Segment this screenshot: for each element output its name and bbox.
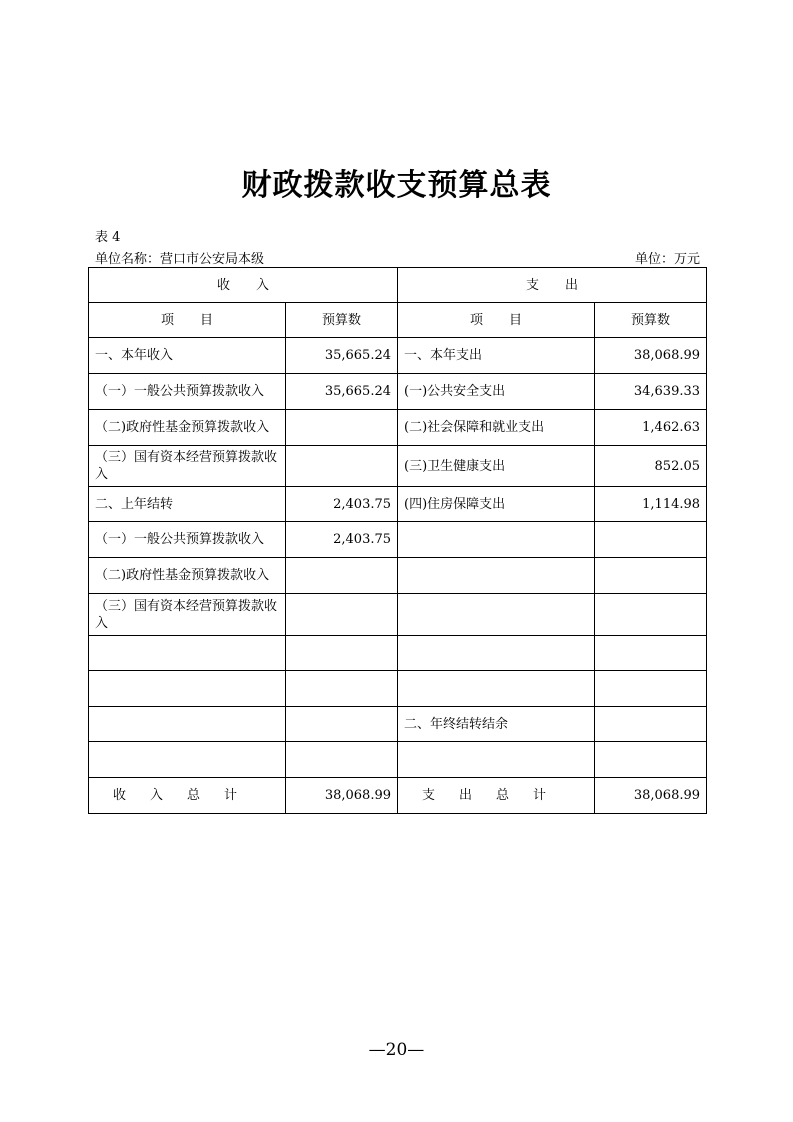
expense-value: 38,068.99: [595, 338, 707, 374]
income-value: [286, 410, 398, 446]
income-value: 2,403.75: [286, 487, 398, 522]
expense-header: 支 出: [398, 268, 707, 303]
unit-label: 单位：万元: [634, 252, 700, 267]
expense-value: 1,462.63: [595, 410, 707, 446]
expense-total-value: 38,068.99: [595, 778, 707, 814]
page-number: —20—: [368, 1040, 425, 1060]
table-row: [89, 636, 707, 671]
page-title: 财政拨款收支预算总表: [241, 168, 552, 203]
table-row: [89, 487, 707, 522]
table-row: [89, 558, 707, 594]
expense-item: (四)住房保障支出: [398, 487, 595, 522]
expense-value: [595, 594, 707, 636]
table-row: [89, 707, 707, 742]
expense-item-header: 项 目: [398, 303, 595, 338]
expense-item: [398, 742, 595, 778]
expense-value: [595, 671, 707, 707]
income-budget-header: 预算数: [286, 303, 398, 338]
table-row: [89, 338, 707, 374]
income-value: 35,665.24: [286, 374, 398, 410]
expense-item: 二、年终结转结余: [398, 707, 595, 742]
income-item: 一、本年收入: [89, 338, 286, 374]
income-total-label: 收入总计: [89, 778, 286, 814]
expense-value: [595, 636, 707, 671]
income-value: 2,403.75: [286, 522, 398, 558]
table-row: [89, 594, 707, 636]
income-value: 35,665.24: [286, 338, 398, 374]
expense-value: [595, 522, 707, 558]
income-value: [286, 707, 398, 742]
expense-item: 一、本年支出: [398, 338, 595, 374]
income-item: （三）国有资本经营预算拨款收入: [89, 446, 286, 487]
income-item-header: 项 目: [89, 303, 286, 338]
income-item: [89, 707, 286, 742]
expense-value: 1,114.98: [595, 487, 707, 522]
table-number: 表 4: [95, 230, 121, 245]
budget-table: [88, 267, 707, 814]
expense-item: [398, 558, 595, 594]
table-row: [89, 374, 707, 410]
expense-item: [398, 522, 595, 558]
expense-item: (二)社会保障和就业支出: [398, 410, 595, 446]
income-header: 收 入: [89, 268, 398, 303]
expense-value: 34,639.33: [595, 374, 707, 410]
expense-item: [398, 636, 595, 671]
table-row: [89, 446, 707, 487]
income-item: （一）一般公共预算拨款收入: [89, 522, 286, 558]
expense-budget-header: 预算数: [595, 303, 707, 338]
income-value: [286, 742, 398, 778]
income-item: [89, 742, 286, 778]
income-item: [89, 636, 286, 671]
unit-name: 单位名称：营口市公安局本级: [95, 252, 265, 267]
expense-item: [398, 594, 595, 636]
income-value: [286, 671, 398, 707]
income-item: （一）一般公共预算拨款收入: [89, 374, 286, 410]
income-item: [89, 671, 286, 707]
income-value: [286, 446, 398, 487]
income-total-value: 38,068.99: [286, 778, 398, 814]
expense-value: [595, 742, 707, 778]
totals-row: [89, 778, 707, 814]
expense-value: [595, 558, 707, 594]
expense-value: [595, 707, 707, 742]
table-row: [89, 742, 707, 778]
expense-total-label: 支出总计: [398, 778, 595, 814]
expense-item: [398, 671, 595, 707]
table-row: [89, 671, 707, 707]
table-row: [89, 522, 707, 558]
income-item: （三）国有资本经营预算拨款收入: [89, 594, 286, 636]
income-item: （二)政府性基金预算拨款收入: [89, 558, 286, 594]
expense-value: 852.05: [595, 446, 707, 487]
income-value: [286, 594, 398, 636]
expense-item: (一)公共安全支出: [398, 374, 595, 410]
income-item: 二、上年结转: [89, 487, 286, 522]
expense-item: (三)卫生健康支出: [398, 446, 595, 487]
income-value: [286, 558, 398, 594]
table-row: [89, 410, 707, 446]
income-item: （二)政府性基金预算拨款收入: [89, 410, 286, 446]
income-value: [286, 636, 398, 671]
